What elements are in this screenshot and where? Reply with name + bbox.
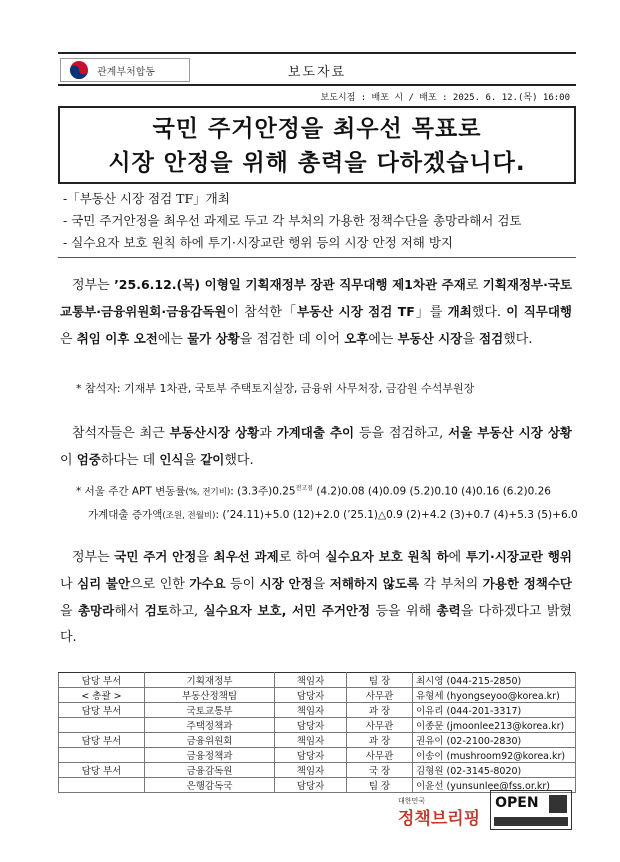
- body-paragraph-2: 참석자들은 최근 부동산시장 상황과 가계대출 추이 등을 점검하고, 서울 부동산 시장 상황이 엄중하다는 데 인식을 같이했다.: [60, 425, 572, 468]
- license-icon: [549, 795, 567, 813]
- contact-row: 금융정책과 담당자 사무관 이송이 (mushroom92@korea.kr): [59, 748, 576, 763]
- press-release-header: [58, 52, 576, 86]
- contact-row: < 총괄 > 부동산정책팀 담당자 사무관 유형세 (hyongseyoo@korea.kr): [59, 688, 576, 703]
- market-stats-note: [76, 478, 578, 527]
- contact-table: [58, 672, 576, 793]
- contact-row: 주택정책과 담당자 사무관 이종문 (jmoonlee213@korea.kr): [59, 718, 576, 733]
- summary-bullet: -「부동산 시장 점검 TF」개최: [63, 191, 230, 206]
- policy-briefing-logo: 대한민국 정책브리핑: [398, 797, 481, 829]
- summary-bullets: [63, 188, 575, 254]
- contact-row: 담당 부서 금융감독원 책임자 국 장 김형원 (02-3145-8020): [59, 763, 576, 778]
- license-bar: [494, 817, 568, 826]
- body-paragraph-1: 정부는 ’25.6.12.(목) 이형일 기획재정부 장관 직무대행 제1차관 주재로 기획재정부·국토교통부·금융위원회·금융감독원이 참석한「부동산 시장 점검 TF」를 개최했다. 이 직무대행은 취임 이후 오전에는 물가 상황을 점검한 데 이어 오후에는 부동산 시장을 점검했다.: [60, 277, 573, 347]
- contact-row: 담당 부서 금융위원회 책임자 과 장 권유이 (02-2100-2830): [59, 733, 576, 748]
- contact-row: 담당 부서 국토교통부 책임자 과 장 이유리 (044-201-3317): [59, 703, 576, 718]
- footer-logos: [398, 790, 572, 830]
- headline-line-1: 국민 주거안정을 최우선 목표로: [152, 116, 482, 142]
- body-paragraph-3: 정부는 국민 주거 안정을 최우선 과제로 하여 실수요자 보호 원칙 하에 투기·시장교란 행위나 심리 불안으로 인한 가수요 등이 시장 안정을 저해하지 않도록 각 부처의 가용한 정책수단을 총망라해서 검토하고, 실수요자 보호, 서민 주거안정 등을 위해 총력을 다하겠다고 밝혔다.: [60, 549, 572, 645]
- summary-bullet: - 실수요자 보호 원칙 하에 투기·시장교란 행위 등의 시장 안정 저해 방지: [63, 235, 454, 250]
- contact-row: 은행감독국 담당자 팀 장 이윤선 (yunsunlee@fss.or.kr): [59, 778, 576, 793]
- release-time: 보도시점 : 배포 시 / 배포 : 2025. 6. 12.(목) 16:00: [320, 93, 570, 103]
- headline-line-2: 시장 안정을 위해 총력을 다하겠습니다.: [108, 150, 526, 176]
- open-license-logo: OPEN: [490, 790, 572, 830]
- summary-bullet: - 국민 주거안정을 최우선 과제로 두고 각 부처의 가용한 정책수단을 총망라해서 검토: [63, 213, 522, 228]
- document-type-title: 보도자료: [287, 65, 347, 80]
- loan-increase-line: 가계대출 증가액(조원, 전월비): (’24.11)+5.0 (12)+2.0 (’25.1)△0.9 (2)+4.2 (3)+0.7 (4)+5.3 (5)+6.0: [88, 508, 578, 521]
- headline-box: [58, 106, 576, 184]
- contact-row: 담당 부서 기획재정부 책임자 팀 장 최시영 (044-215-2850): [59, 673, 576, 688]
- divider: [58, 257, 576, 258]
- attendees-note: * 참석자: 기재부 1차관, 국토부 주택토지실장, 금융위 사무처장, 금감원 수석부원장: [76, 382, 475, 395]
- logo-text: 관계부처합동: [97, 66, 155, 78]
- apt-change-line: * 서울 주간 APT 변동률(%, 전기비): (3.3주)$0.25^{전고점}$ (4.2)0.08 (4)0.09 (5.2)0.10 (4)0.16 (6.2)0.26: [76, 485, 551, 498]
